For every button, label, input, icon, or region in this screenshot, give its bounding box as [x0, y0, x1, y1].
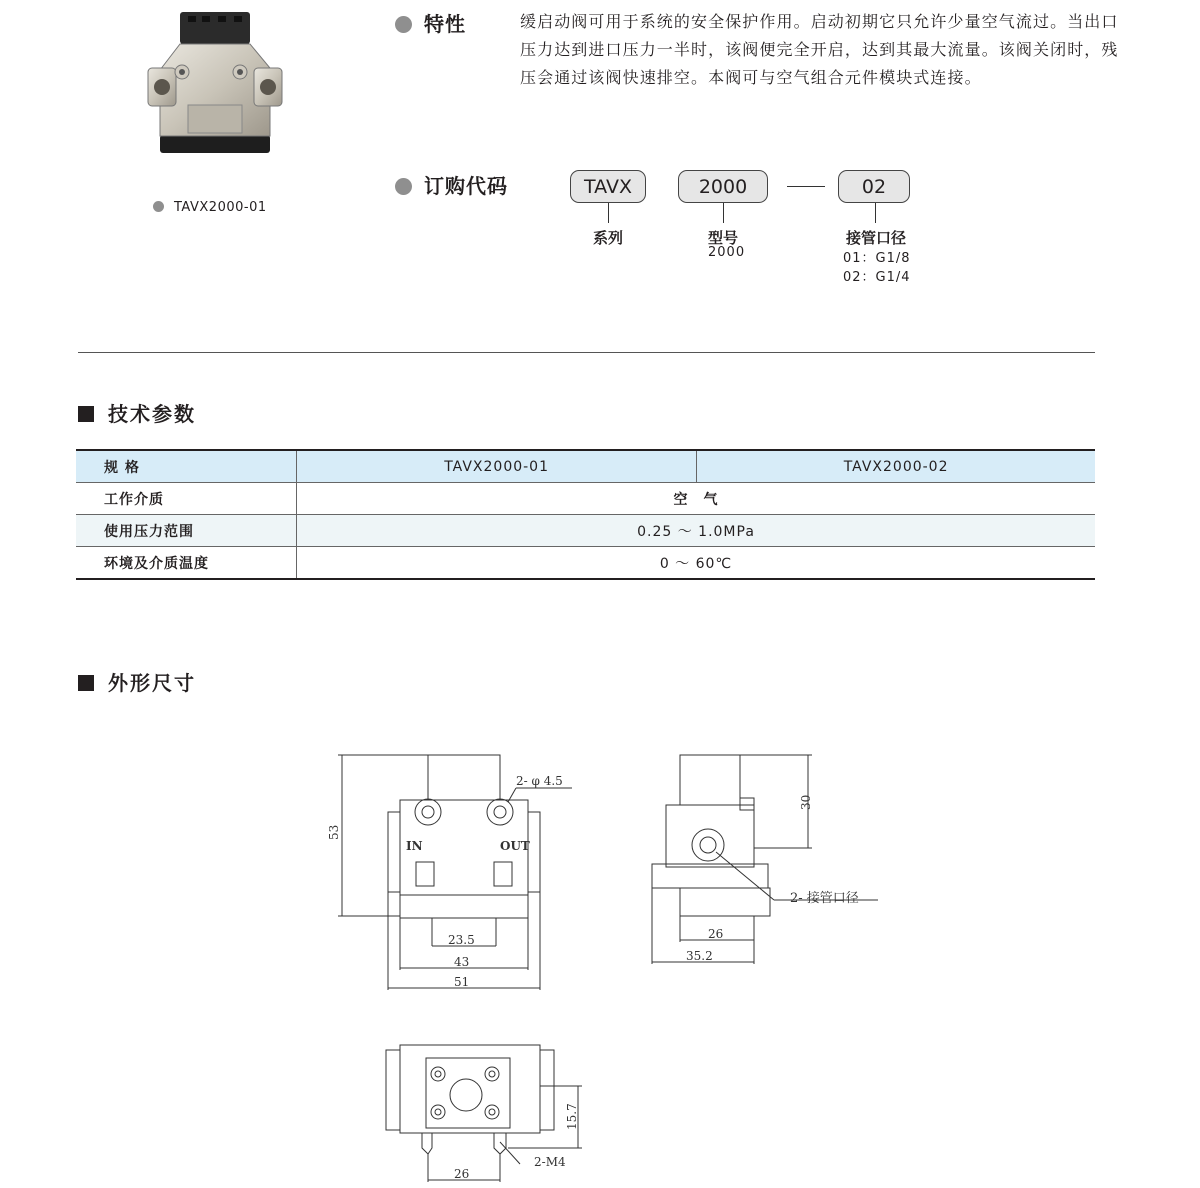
dim-text: 43: [454, 955, 470, 969]
dim-height-text: 15.7: [565, 1103, 579, 1130]
table-cell: TAVX2000-02: [697, 450, 1095, 483]
square-bullet-icon: [78, 675, 94, 691]
section-divider: [78, 352, 1095, 353]
bottom-view-drawing: [370, 1030, 610, 1185]
code-box-port: 02: [838, 170, 910, 203]
dim-text: 26: [708, 927, 724, 941]
square-bullet-icon: [78, 406, 94, 422]
dim-text: 23.5: [448, 933, 475, 947]
port-label: 接管口径: [845, 229, 906, 247]
table-cell: 工作介质: [76, 483, 297, 515]
features-title: 特性: [395, 8, 466, 37]
dimensions-section-title: 外形尺寸: [78, 667, 196, 696]
in-label: IN: [406, 839, 423, 853]
product-caption: TAVX2000-01: [153, 200, 267, 215]
product-photo: [140, 10, 290, 160]
front-view-drawing: [320, 740, 590, 995]
table-row: [76, 547, 1095, 580]
table-cell: 规 格: [76, 450, 297, 483]
table-row: [76, 515, 1095, 547]
features-text: 缓启动阀可用于系统的安全保护作用。启动初期它只允许少量空气流过。当出口压力达到进口压力一半时，该阀便完全开启，达到其最大流量。该阀关闭时，残压会通过该阀快速排空。本阀可与空气组合元件模块式连接。: [520, 12, 1119, 87]
dim-text: 26: [454, 1167, 470, 1181]
order-code-title: 订购代码: [395, 170, 508, 199]
dim-height-text: 53: [327, 824, 341, 840]
code-box-series: TAVX: [570, 170, 646, 203]
bullet-dot-icon: [395, 16, 412, 33]
thread-note: 2-M4: [534, 1155, 566, 1169]
table-cell: 使用压力范围: [76, 515, 297, 547]
tech-section-title: 技术参数: [78, 398, 196, 427]
bullet-dot-icon: [153, 201, 164, 212]
model-label: 型号: [707, 229, 738, 247]
table-row: [76, 483, 1095, 515]
port-option-01: 01：G1/8: [843, 251, 911, 266]
dim-text: 51: [454, 975, 470, 989]
table-header-row: [76, 450, 1095, 483]
table-cell: 环境及介质温度: [76, 547, 297, 580]
connector-line: [608, 203, 609, 223]
series-label: 系列: [592, 229, 623, 247]
dim-text: 35.2: [686, 949, 713, 963]
connector-line: [875, 203, 876, 223]
code-dash: [787, 186, 825, 187]
hole-note: 2- φ 4.5: [516, 774, 563, 788]
connector-line: [723, 203, 724, 223]
model-value: 2000: [708, 245, 746, 260]
table-cell: TAVX2000-01: [297, 450, 697, 483]
bullet-dot-icon: [395, 178, 412, 195]
table-cell: 空 气: [297, 483, 1096, 515]
out-label: OUT: [500, 839, 530, 853]
table-cell: 0.25 ～ 1.0MPa: [297, 515, 1096, 547]
port-note: 2- 接管口径: [790, 891, 859, 906]
spec-table: [76, 449, 1095, 580]
table-cell: 0 ～ 60℃: [297, 547, 1096, 580]
code-box-model: 2000: [678, 170, 768, 203]
dim-height-text: 30: [799, 794, 813, 810]
port-option-02: 02：G1/4: [843, 270, 911, 285]
side-view-drawing: [640, 740, 890, 970]
